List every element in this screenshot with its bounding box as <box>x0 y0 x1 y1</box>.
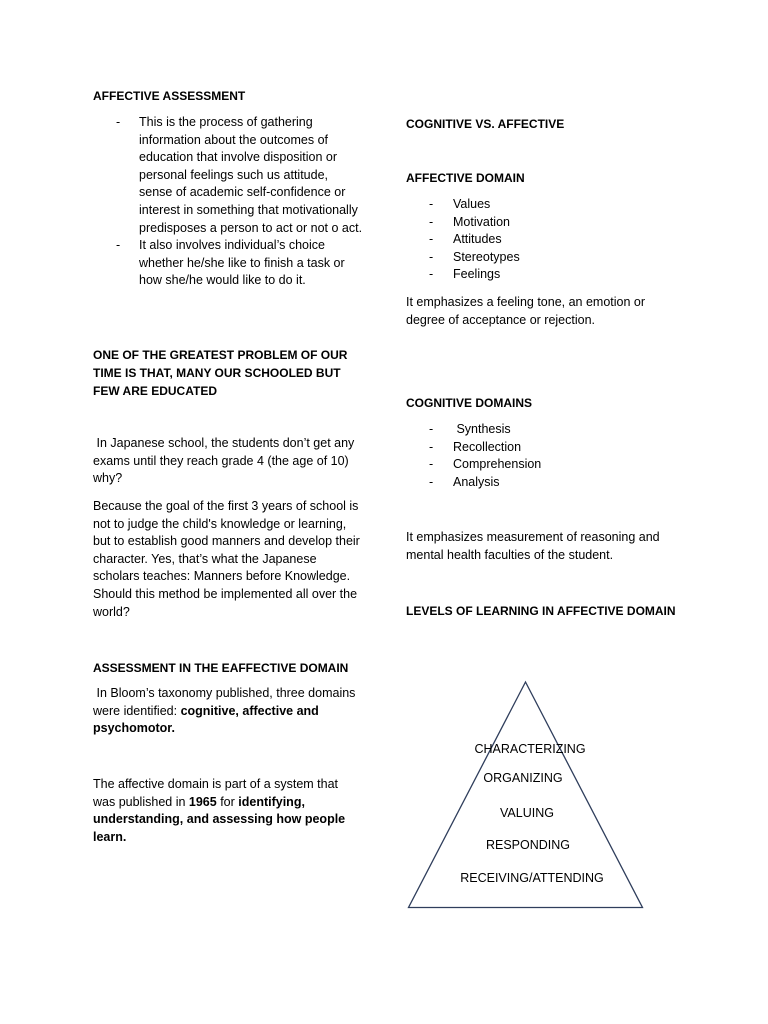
paragraph-affective-system <box>93 776 363 846</box>
heading-affective-domain: AFFECTIVE DOMAIN <box>406 171 525 185</box>
heading-cognitive-domains: COGNITIVE DOMAINS <box>406 396 533 410</box>
year: 1965 <box>188 794 217 809</box>
affective-assessment-list <box>93 114 363 290</box>
list-item: - This is the process of gathering information about the outcomes of education that involve disposition or personal feelings such us attitude, sense of academic self-confidence or interest in something that motivationally predisposes a person to act or not o act. <box>93 114 363 237</box>
heading-affective-assessment: AFFECTIVE ASSESSMENT <box>93 89 246 103</box>
affective-system-purpose: identifying, understanding, and assessing how people learn. <box>93 794 346 844</box>
pyramid-level-responding: RESPONDING <box>485 838 571 852</box>
heading-levels-of-learning: LEVELS OF LEARNING IN AFFECTIVE DOMAIN <box>406 604 676 618</box>
paragraph-bloom <box>93 685 363 738</box>
pyramid-level-organizing: ORGANIZING <box>483 771 563 785</box>
affective-system-text: The affective domain is part of a system that was published in <box>93 777 339 809</box>
list-item: - Stereotypes <box>406 249 686 267</box>
paragraph-japan: In Japanese school, the students don’t get any exams until they reach grade 4 (the age of 10) why? <box>93 436 358 486</box>
bloom-domains: cognitive, affective and psychomotor. <box>93 703 323 736</box>
heading-cognitive-vs-affective: COGNITIVE VS. AFFECTIVE <box>406 117 565 131</box>
pyramid-level-characterizing: CHARACTERIZING <box>474 742 586 756</box>
bloom-text: In Bloom’s taxonomy published, three domains were identified: <box>93 686 359 718</box>
list-item: - It also involves individual’s choice whether he/she like to finish a task or how she/he would like to do it. <box>93 237 363 290</box>
affective-description: It emphasizes a feeling tone, an emotion or degree of acceptance or rejection. <box>406 295 646 327</box>
list-item: - Synthesis <box>406 421 686 439</box>
list-item: - Motivation <box>406 214 686 232</box>
pyramid-level-valuing: VALUING <box>500 806 554 820</box>
list-item: - Analysis <box>406 474 686 492</box>
pyramid-level-receiving-attending: RECEIVING/ATTENDING <box>460 871 604 885</box>
affective-system-for: for <box>216 794 239 809</box>
heading-quote: ONE OF THE GREATEST PROBLEM OF OUR TIME IS THAT, MANY OUR SCHOOLED BUT FEW ARE EDUCATED <box>93 348 348 398</box>
list-item: - Feelings <box>406 266 686 284</box>
list-item: - Recollection <box>406 439 686 457</box>
cognitive-domains-list <box>406 421 686 491</box>
list-item: - Comprehension <box>406 456 686 474</box>
affective-domain-list <box>406 196 686 284</box>
cognitive-description: It emphasizes measurement of reasoning and mental health faculties of the student. <box>406 530 660 562</box>
list-item: - Values <box>406 196 686 214</box>
heading-assessment-domain: ASSESSMENT IN THE EAFFECTIVE DOMAIN <box>93 661 349 675</box>
paragraph-because: Because the goal of the first 3 years of school is not to judge the child's knowledge or learning, but to establish good manners and develop their character. Yes, that’s what the Japanese scholars teaches: Manners before Knowledge. Should this method be implemented all over the world? <box>93 499 360 619</box>
list-item: - Attitudes <box>406 231 686 249</box>
